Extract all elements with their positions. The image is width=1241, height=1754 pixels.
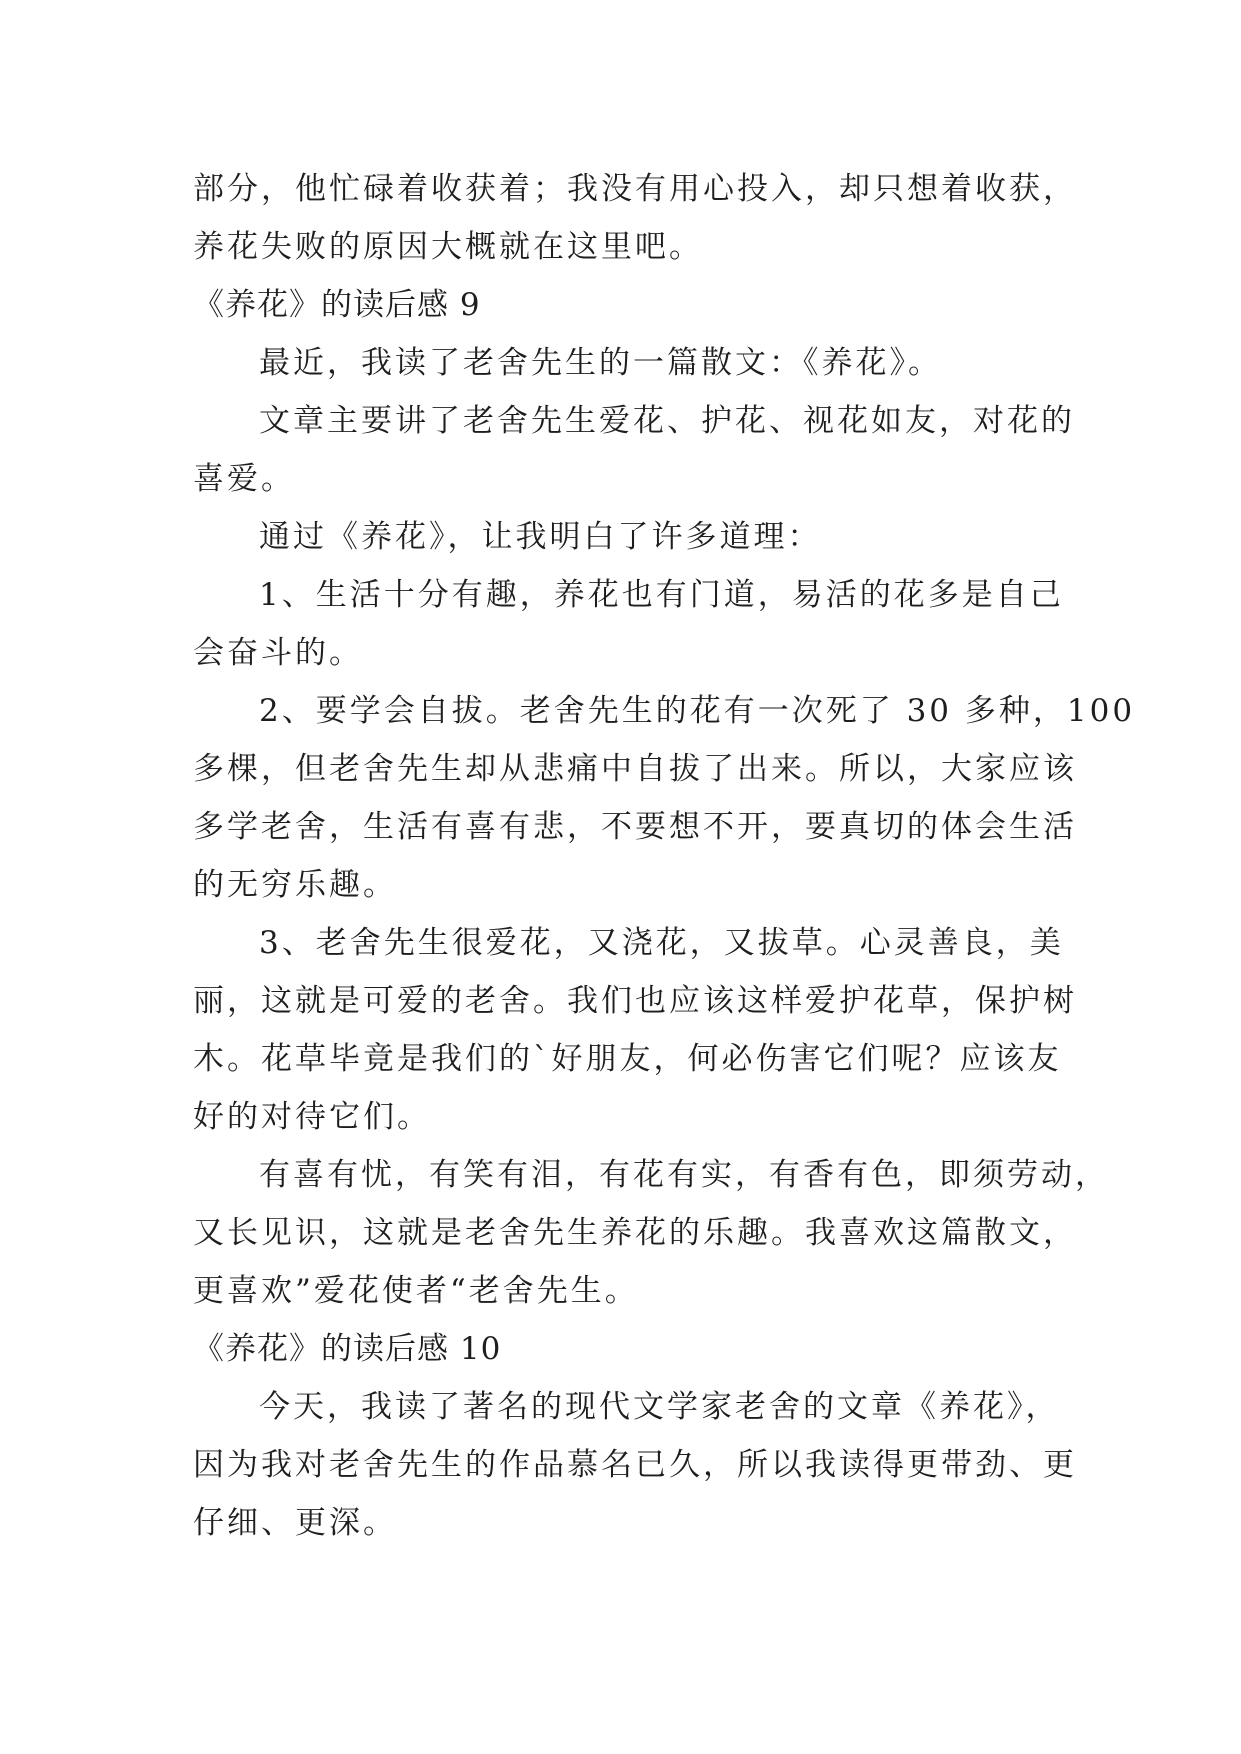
paragraph-start: 有喜有忧，有笑有泪，有花有实，有香有色，即须劳动， xyxy=(259,1157,1109,1193)
body-line: 多棵，但老舍先生却从悲痛中自拔了出来。所以，大家应该 xyxy=(193,751,1077,787)
body-line: 更喜欢”爱花使者“老舍先生。 xyxy=(193,1273,639,1309)
paragraph-start: 通过《养花》，让我明白了许多道理： xyxy=(259,519,822,555)
body-line: 丽，这就是可爱的老舍。我们也应该这样爱护花草，保护树 xyxy=(193,983,1077,1019)
body-line: 因为我对老舍先生的作品慕名已久，所以我读得更带劲、更 xyxy=(193,1447,1077,1483)
body-line: 仔细、更深。 xyxy=(193,1505,397,1541)
body-line: 部分，他忙碌着收获着；我没有用心投入，却只想着收获， xyxy=(193,171,1077,207)
body-line: 喜爱。 xyxy=(193,461,295,497)
list-item-3: 3、老舍先生很爱花，又浇花，又拔草。心灵善良，美 xyxy=(259,925,1064,961)
document-body xyxy=(193,160,1136,1552)
section-heading: 《养花》的读后感 10 xyxy=(193,1331,502,1367)
body-line: 好的对待它们。 xyxy=(193,1099,431,1135)
body-line: 会奋斗的。 xyxy=(193,635,363,671)
body-line: 木。花草毕竟是我们的`好朋友，何必伤害它们呢？应该友 xyxy=(193,1041,1062,1077)
paragraph-start: 文章主要讲了老舍先生爱花、护花、视花如友，对花的 xyxy=(259,403,1075,439)
body-line: 又长见识，这就是老舍先生养花的乐趣。我喜欢这篇散文， xyxy=(193,1215,1077,1251)
paragraph-start: 今天，我读了著名的现代文学家老舍的文章《养花》， xyxy=(259,1389,1060,1425)
list-item-2: 2、要学会自拔。老舍先生的花有一次死了 30 多种，100 xyxy=(259,693,1136,729)
body-line: 的无穷乐趣。 xyxy=(193,867,397,903)
body-line: 多学老舍，生活有喜有悲，不要想不开，要真切的体会生活 xyxy=(193,809,1077,845)
list-item-1: 1、生活十分有趣，养花也有门道，易活的花多是自己 xyxy=(259,577,1064,613)
body-line: 养花失败的原因大概就在这里吧。 xyxy=(193,229,703,265)
paragraph-start: 最近，我读了老舍先生的一篇散文：《养花》。 xyxy=(259,345,942,381)
section-heading: 《养花》的读后感 9 xyxy=(193,287,481,323)
